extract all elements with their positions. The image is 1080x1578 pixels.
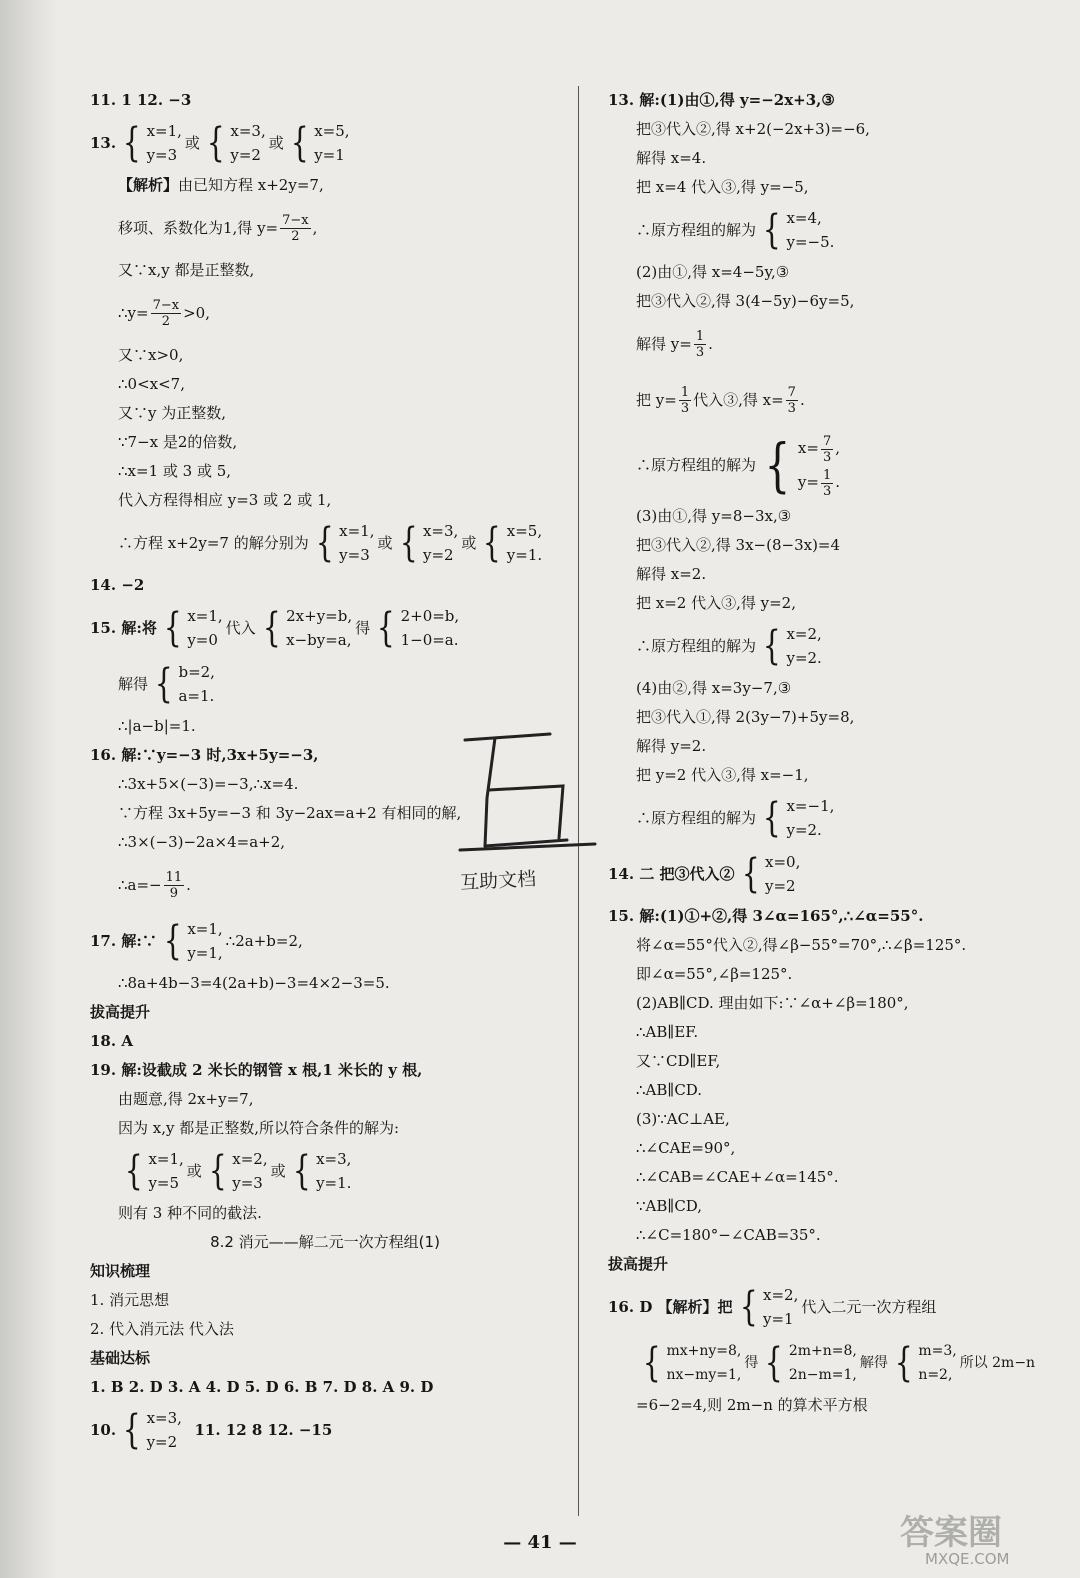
system: { x=3, y=2: [399, 520, 459, 566]
system: { x=2, y=1: [739, 1284, 799, 1330]
answer-11-12: 11. 1 12. −3: [90, 91, 192, 109]
answer-18: 18. A: [90, 1032, 133, 1050]
solution-line: ∵AB∥CD,: [636, 1197, 703, 1215]
system: { x=−1, y=2.: [762, 795, 835, 841]
fraction: $\frac{7-x}{2}$: [282, 212, 309, 244]
answers-1-9: 1. B 2. D 3. A 4. D 5. D 6. B 7. D 8. A 9. D: [90, 1378, 434, 1396]
answer-19-line: 因为 x,y 都是正整数,所以符合条件的解为:: [118, 1119, 400, 1137]
answer-13: [90, 115, 560, 171]
solution-line: (4)由②,得 x=3y−7,③: [636, 679, 792, 697]
solution-line: 把③代入①,得 2(3y−7)+5y=8,: [636, 708, 855, 726]
solution-line: (3)∵AC⊥AE,: [636, 1110, 730, 1128]
analysis-line: ∴方程 x+2y=7 的解分别为 { x=1, y=3 或 { x=3, y=2 或 { x=5, y=1.: [118, 520, 543, 566]
fraction: $\frac{1}{3}$: [680, 384, 690, 416]
answers-10-12: 10. { x=3, y=2 11. 12 8 12. −15: [90, 1407, 333, 1453]
solution-line: 把 y=2 代入③,得 x=−1,: [636, 766, 809, 784]
watermark-logo: 答案圈: [900, 1513, 1002, 1553]
solution-line: 把③代入②,得 x+2(−2x+3)=−6,: [636, 120, 870, 138]
solution-line: ∴∠C=180°−∠CAB=35°.: [636, 1226, 821, 1244]
system: { x=3, y=1.: [292, 1148, 352, 1194]
solution-line: ∴∠CAE=90°,: [636, 1139, 736, 1157]
answer-16-line: ∴a=− $\frac{11}{9}$ .: [118, 869, 191, 901]
solution-line: { mx+ny=8, nx−my=1, 得 { 2m+n=8, 2n−m=1, 解得 { m=3, n=2, 所以 2m−n: [608, 1335, 1063, 1391]
system: { x=0, y=2: [741, 851, 801, 897]
system: { x=2, y=2.: [762, 623, 822, 669]
answer-19-line: { x=1, y=5 或 { x=2, y=3 或 { x=3, y=1.: [90, 1143, 560, 1199]
system: { x=5, y=1: [290, 120, 350, 166]
solution-line: 即∠α=55°,∠β=125°.: [636, 965, 793, 983]
solution-line: 把 x=2 代入③,得 y=2,: [636, 594, 796, 612]
analysis-line: 又∵x,y 都是正整数,: [118, 261, 255, 279]
system: { x=2, y=3: [208, 1148, 268, 1194]
solution-line: (3)由①,得 y=8−3x,③: [636, 507, 792, 525]
analysis-line: ∴0<x<7,: [118, 375, 185, 393]
system: { x= $\frac{7}{3}$ , y= $\frac{1}{3}$ .: [764, 431, 841, 499]
section-heading: 基础达标: [90, 1349, 151, 1367]
answer-19: 19. 解:设截成 2 米长的钢管 x 根,1 米长的 y 根,: [90, 1061, 423, 1079]
solution-line: ∴AB∥EF.: [636, 1023, 699, 1041]
section-title: 8.2 消元——解二元一次方程组(1): [210, 1233, 440, 1251]
system: { x=3, y=2: [122, 1407, 182, 1453]
solution-line: ∴∠CAB=∠CAE+∠α=145°.: [636, 1168, 839, 1186]
solution-line: ∴原方程组的解为 { x=−1, y=2.: [636, 795, 835, 841]
system: { m=3, n=2,: [894, 1340, 957, 1386]
handwritten-note: 互助文档: [459, 868, 537, 894]
or-text: 或: [268, 133, 284, 152]
analysis-line: ∴x=1 或 3 或 5,: [118, 462, 232, 480]
section-heading: 拔高提升: [90, 1003, 151, 1021]
system: { x=4, y=−5.: [762, 207, 835, 253]
system: { b=2, a=1.: [154, 661, 215, 707]
system: { mx+ny=8, nx−my=1,: [642, 1340, 742, 1386]
analysis-line: 又∵x>0,: [118, 346, 184, 364]
system: { x=1, y=3: [122, 120, 182, 166]
solution-line: ∴原方程组的解为 { x= $\frac{7}{3}$ , y= $\frac{1}{3}$ .: [636, 431, 841, 499]
system: { x=3, y=2: [206, 120, 266, 166]
fraction: $\frac{7}{3}$: [787, 384, 796, 416]
answer-15-right: 15. 解:(1)①+②,得 3∠α=165°,∴∠α=55°.: [608, 907, 924, 925]
right-column: [608, 86, 1063, 1420]
answer-13-right: 13. 解:(1)由①,得 y=−2x+3,③: [608, 91, 835, 109]
analysis-line: 又∵y 为正整数,: [118, 404, 227, 422]
solution-line: 解得 x=2.: [636, 565, 707, 583]
answer-16: 16. 解:∵y=−3 时,3x+5y=−3,: [90, 746, 319, 764]
answer-14-right: 14. 二 把③代入② { x=0, y=2: [608, 851, 801, 897]
answer-16-line: ∴3×(−3)−2a×4=a+2,: [118, 833, 286, 851]
or-text: 或: [184, 133, 200, 152]
fraction: $\frac{7-x}{2}$: [152, 297, 180, 329]
analysis-line: ∵7−x 是2的倍数,: [118, 433, 238, 451]
watermark-url: MXQE.COM: [925, 1550, 1010, 1568]
answer-19-line: 由题意,得 2x+y=7,: [118, 1090, 254, 1108]
answer-19-line: 则有 3 种不同的截法.: [118, 1204, 262, 1222]
answer-14: 14. −2: [90, 576, 145, 594]
section-heading: 拔高提升: [608, 1255, 669, 1273]
solution-line: 把③代入②,得 3(4−5y)−6y=5,: [636, 292, 855, 310]
answer-15-line: ∴|a−b|=1.: [118, 717, 196, 735]
solution-line: 把 y= $\frac{1}{3}$ 代入③,得 x= $\frac{7}{3}$ .: [636, 384, 805, 416]
system: { x=5, y=1.: [483, 520, 543, 566]
analysis-line: ∴y= $\frac{7-x}{2}$ >0,: [118, 297, 210, 329]
knowledge-item: 1. 消元思想: [90, 1291, 170, 1309]
solution-line: (2)AB∥CD. 理由如下:∵∠α+∠β=180°,: [636, 994, 909, 1012]
system: { x=1, y=0: [163, 605, 223, 651]
answer-16-right: 16. D 【解析】把 { x=2, y=1 代入二元一次方程组: [608, 1284, 937, 1330]
solution-line: (2)由①,得 x=4−5y,③: [636, 263, 790, 281]
section-heading: 知识梳理: [90, 1262, 151, 1280]
answer-16-line: ∵方程 3x+5y=−3 和 3y−2ax=a+2 有相同的解,: [118, 804, 462, 822]
solution-line: 将∠α=55°代入②,得∠β−55°=70°,∴∠β=125°.: [636, 936, 967, 954]
analysis-line: 【解析】由已知方程 x+2y=7,: [118, 176, 324, 194]
q13-number: 13.: [90, 133, 117, 152]
analysis-line: 代入方程得相应 y=3 或 2 或 1,: [118, 491, 332, 509]
fraction: $\frac{1}{3}$: [695, 328, 705, 360]
solution-line: ∴原方程组的解为 { x=2, y=2.: [636, 623, 822, 669]
fraction: $\frac{11}{9}$: [165, 869, 183, 901]
solution-line: ∴原方程组的解为 { x=4, y=−5.: [636, 207, 835, 253]
system: { 2+0=b, 1−0=a.: [376, 605, 460, 651]
solution-line: 解得 x=4.: [636, 149, 707, 167]
system: { x=1, y=5: [124, 1148, 184, 1194]
solution-line: 解得 y= $\frac{1}{3}$ .: [636, 328, 713, 360]
answer-17: 17. 解:∵ { x=1, y=1, ∴2a+b=2,: [90, 918, 303, 964]
page-number: — 41 —: [503, 1532, 577, 1553]
solution-line: =6−2=4,则 2m−n 的算术平方根: [636, 1396, 868, 1414]
system: { x=1, y=1,: [163, 918, 223, 964]
solution-line: 解得 y=2.: [636, 737, 707, 755]
system: { x=1, y=3: [315, 520, 375, 566]
solution-line: 把③代入②,得 3x−(8−3x)=4: [636, 536, 841, 554]
solution-line: 又∵CD∥EF,: [636, 1052, 721, 1070]
knowledge-item: 2. 代入消元法 代入法: [90, 1320, 234, 1338]
answer-15: 15. 解:将 { x=1, y=0 代入 { 2x+y=b, x−by=a, 得 { 2+0=b, 1−0=a.: [90, 605, 460, 651]
analysis-line: 移项、系数化为1,得 y= $\frac{7-x}{2}$ ,: [118, 212, 318, 244]
book-spine-shadow: [0, 0, 58, 1578]
answer-16-line: ∴3x+5×(−3)=−3,∴x=4.: [118, 775, 299, 793]
answer-15-line: 解得 { b=2, a=1.: [118, 661, 215, 707]
answer-17-line: ∴8a+4b−3=4(2a+b)−3=4×2−3=5.: [118, 974, 390, 992]
solution-line: 把 x=4 代入③,得 y=−5,: [636, 178, 809, 196]
system: { 2m+n=8, 2n−m=1,: [765, 1340, 857, 1386]
system: { 2x+y=b, x−by=a,: [262, 605, 353, 651]
solution-line: ∴AB∥CD.: [636, 1081, 703, 1099]
